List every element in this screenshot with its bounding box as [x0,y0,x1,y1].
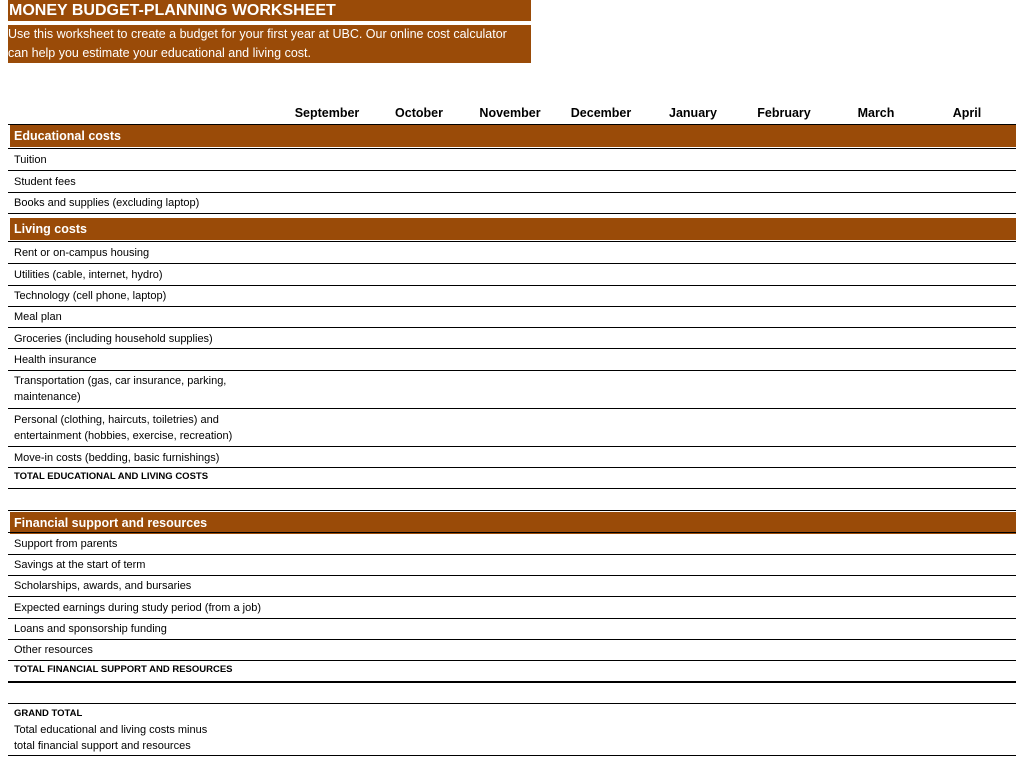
month-header-march: March [857,106,895,120]
row-rent[interactable]: Rent or on-campus housing [14,247,150,259]
divider [8,170,1016,171]
row-tuition[interactable]: Tuition [14,154,47,166]
row-transportation-line-1: Transportation (gas, car insurance, parking, [14,375,227,387]
month-header-september: September [294,106,360,120]
divider [8,306,1016,307]
row-loans[interactable]: Loans and sponsorship funding [14,623,167,635]
row-scholarships[interactable]: Scholarships, awards, and bursaries [14,580,192,592]
grand-total-block [14,706,207,754]
intro-line-1: Use this worksheet to create a budget for your first year at UBC. Our online cost calculator [8,27,507,41]
divider [8,596,1016,597]
row-personal[interactable] [14,412,232,444]
month-header-february: February [757,106,811,120]
divider [8,446,1016,447]
divider [8,681,1016,683]
divider [8,532,1016,533]
row-meal-plan[interactable]: Meal plan [14,311,62,323]
divider [8,408,1016,409]
worksheet-title-text: MONEY BUDGET-PLANNING WORKSHEET [9,2,336,19]
row-utilities[interactable]: Utilities (cable, internet, hydro) [14,269,163,281]
divider [8,488,1016,489]
row-support-parents[interactable]: Support from parents [14,538,118,550]
divider [8,660,1016,661]
worksheet-title [8,0,531,21]
divider [8,703,1016,704]
section-financial-support [10,512,1016,534]
grand-total-line-1: Total educational and living costs minus [14,724,208,736]
section-title: Living costs [14,222,87,236]
row-savings[interactable]: Savings at the start of term [14,559,146,571]
row-transportation-line-2: maintenance) [14,391,81,403]
section-title: Educational costs [14,129,121,143]
row-books-supplies[interactable]: Books and supplies (excluding laptop) [14,197,200,209]
month-header-december: December [570,106,632,120]
row-other-resources[interactable]: Other resources [14,644,93,656]
divider [8,348,1016,349]
month-header-january: January [669,106,717,120]
divider [8,148,1016,149]
section-educational-costs [10,125,1016,147]
divider [8,192,1016,193]
divider [8,263,1016,264]
divider [8,575,1016,576]
grand-total-label: GRAND TOTAL [14,708,83,719]
month-header-row [8,106,1016,124]
divider [8,554,1016,555]
row-technology[interactable]: Technology (cell phone, laptop) [14,290,167,302]
row-personal-line-1: Personal (clothing, haircuts, toiletries) and [14,414,219,426]
row-personal-line-2: entertainment (hobbies, exercise, recreation) [14,430,233,442]
divider [8,327,1016,328]
intro-text [8,25,531,63]
row-transportation[interactable] [14,373,226,405]
month-header-november: November [479,106,541,120]
divider [8,467,1016,468]
divider [8,370,1016,371]
row-health-insurance[interactable]: Health insurance [14,354,97,366]
row-total-financial: TOTAL FINANCIAL SUPPORT AND RESOURCES [14,664,233,675]
row-expected-earnings[interactable]: Expected earnings during study period (from a job) [14,602,262,614]
divider [8,755,1016,756]
section-living-costs [10,218,1016,240]
divider [8,639,1016,640]
divider [8,618,1016,619]
row-total-educational-living: TOTAL EDUCATIONAL AND LIVING COSTS [14,471,209,482]
divider [8,510,1016,511]
grand-total-line-2: total financial support and resources [14,740,191,752]
month-header-april: April [952,106,982,120]
section-title: Financial support and resources [14,516,208,530]
row-groceries[interactable]: Groceries (including household supplies) [14,333,213,345]
month-header-october: October [395,106,443,120]
intro-line-2: can help you estimate your educational and living cost. [8,46,311,60]
divider [8,213,1016,214]
divider [8,241,1016,242]
divider [8,285,1016,286]
row-move-in[interactable]: Move-in costs (bedding, basic furnishings) [14,452,220,464]
row-student-fees[interactable]: Student fees [14,176,76,188]
